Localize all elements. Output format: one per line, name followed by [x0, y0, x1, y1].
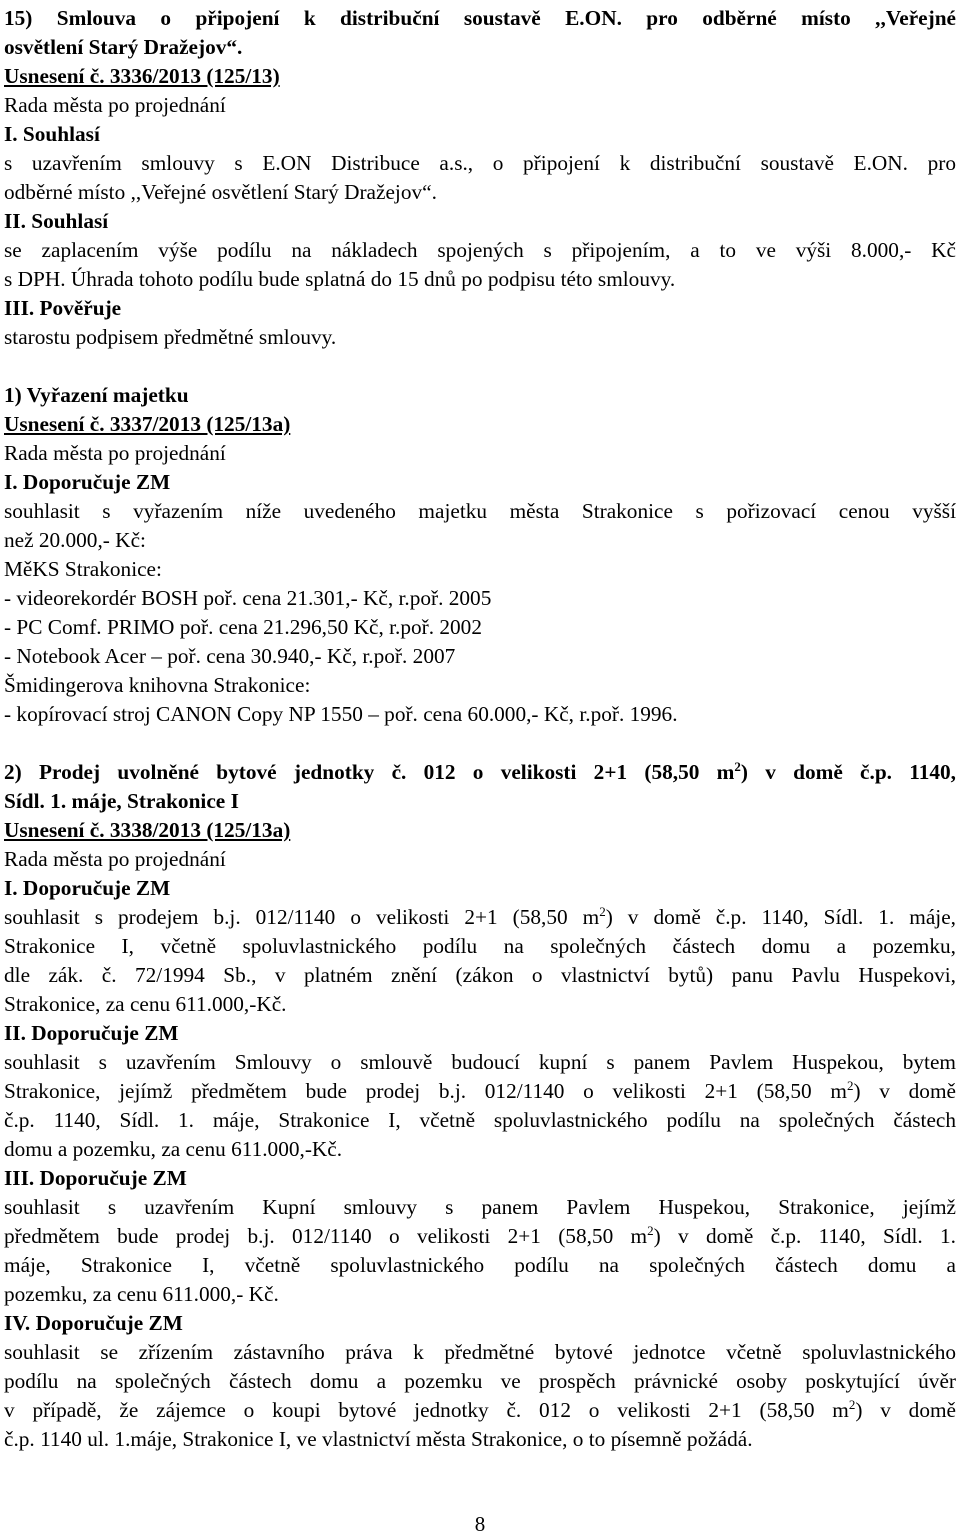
document-page [4, 4, 956, 1454]
section-1-group1: MěKS Strakonice: [4, 557, 162, 581]
section-2-p4-line2: podílu na společných částech domu a pozemku ve prospěch právnické osoby poskytující úvěr [4, 1369, 956, 1393]
section-1-p1-line2: než 20.000,- Kč: [4, 528, 146, 552]
section-15-title-line1: 15) Smlouva o připojení k distribuční soustavě E.ON. pro odběrné místo ,,Veřejné [4, 6, 956, 30]
section-2-p3-head: III. Doporučuje ZM [4, 1166, 187, 1190]
section-2-p1-line2: Strakonice I, včetně spoluvlastnického podílu na společných částech domu a pozemku, [4, 934, 956, 958]
section-15-p3-line1: starostu podpisem předmětné smlouvy. [4, 325, 337, 349]
spacer [4, 352, 956, 381]
section-15-council: Rada města po projednání [4, 93, 226, 117]
section-1-p1-line1: souhlasit s vyřazením níže uvedeného majetku města Strakonice s pořizovací cenou vyšší [4, 499, 956, 523]
section-15-resolution: Usnesení č. 3336/2013 (125/13) [4, 64, 280, 88]
section-15-title-line2: osvětlení Starý Dražejov“. [4, 35, 243, 59]
section-2-p4-line4: č.p. 1140 ul. 1.máje, Strakonice I, ve vlastnictví města Strakonice, o to písemně požádá. [4, 1427, 753, 1451]
asset-list-item: - PC Comf. PRIMO poř. cena 21.296,50 Kč, r.poř. 2002 [4, 615, 482, 639]
section-2-p3-line3: máje, Strakonice I, včetně spoluvlastnického podílu na společných částech domu a [4, 1253, 956, 1277]
section-15-p2-line2: s DPH. Úhrada tohoto podílu bude splatná do 15 dnů po podpisu této smlouvy. [4, 267, 676, 291]
section-2-p2-head: II. Doporučuje ZM [4, 1021, 179, 1045]
asset-list-item: - kopírovací stroj CANON Copy NP 1550 – poř. cena 60.000,- Kč, r.poř. 1996. [4, 702, 678, 726]
asset-list-item: - Notebook Acer – poř. cena 30.940,- Kč, r.poř. 2007 [4, 644, 456, 668]
section-15-p1-head: I. Souhlasí [4, 122, 100, 146]
section-2-p2-line3: č.p. 1140, Sídl. 1. máje, Strakonice I, včetně spoluvlastnického podílu na společných částech [4, 1108, 956, 1132]
section-1-p1-head: I. Doporučuje ZM [4, 470, 171, 494]
spacer [4, 729, 956, 758]
section-2-p4-head: IV. Doporučuje ZM [4, 1311, 183, 1335]
section-2-title-line1: 2) Prodej uvolněné bytové jednotky č. 012 o velikosti 2+1 (58,50 $m^2$) v domě č.p. 1140, [4, 759, 956, 784]
section-2-p2-line1: souhlasit s uzavřením Smlouvy o smlouvě budoucí kupní s panem Pavlem Huspekou, bytem [4, 1050, 956, 1074]
page-number: 8 [474, 1512, 486, 1536]
section-2-title-line2: Sídl. 1. máje, Strakonice I [4, 789, 239, 813]
section-2-p2-line4: domu a pozemku, za cenu 611.000,-Kč. [4, 1137, 343, 1161]
section-1-resolution: Usnesení č. 3337/2013 (125/13a) [4, 412, 291, 436]
section-2-p3-line4: pozemku, za cenu 611.000,- Kč. [4, 1282, 279, 1306]
section-2-p3-line1: souhlasit s uzavřením Kupní smlouvy s panem Pavlem Huspekou, Strakonice, jejímž [4, 1195, 956, 1219]
section-2-p1-line1: souhlasit s prodejem b.j. 012/1140 o velikosti 2+1 (58,50 $m^2$) v domě č.p. 1140, Sídl. 1. máje, [4, 904, 956, 929]
section-15-p3-head: III. Pověřuje [4, 296, 122, 320]
section-2-p1-line4: Strakonice, za cenu 611.000,-Kč. [4, 992, 287, 1016]
section-1-group2: Šmidingerova knihovna Strakonice: [4, 673, 311, 697]
section-2-p3-line2: předmětem bude prodej b.j. 012/1140 o velikosti 2+1 (58,50 $m^2$) v domě č.p. 1140, Sídl. 1. [4, 1223, 956, 1248]
section-15-p1-line2: odběrné místo ,,Veřejné osvětlení Starý Dražejov“. [4, 180, 437, 204]
section-2-p4-line1: souhlasit se zřízením zástavního práva k předmětné bytové jednotce včetně spoluvlastnického [4, 1340, 956, 1364]
asset-list-item: - videorekordér BOSH poř. cena 21.301,- Kč, r.poř. 2005 [4, 586, 492, 610]
section-15-p1-line1: s uzavřením smlouvy s E.ON Distribuce a.s., o připojení k distribuční soustavě E.ON. pro [4, 151, 956, 175]
section-1-council: Rada města po projednání [4, 441, 226, 465]
section-2-resolution: Usnesení č. 3338/2013 (125/13a) [4, 818, 291, 842]
section-15-p2-head: II. Souhlasí [4, 209, 109, 233]
section-1-title: 1) Vyřazení majetku [4, 383, 189, 407]
section-2-council: Rada města po projednání [4, 847, 226, 871]
section-2-p1-line3: dle zák. č. 72/1994 Sb., v platném znění (zákon o vlastnictví bytů) panu Pavlu Huspekovi, [4, 963, 956, 987]
section-2-p2-line2: Strakonice, jejímž předmětem bude prodej b.j. 012/1140 o velikosti 2+1 (58,50 $m^2$) v domě [4, 1078, 956, 1103]
section-2-p1-head: I. Doporučuje ZM [4, 876, 171, 900]
section-2-p4-line3: v případě, že zájemce o koupi bytové jednotky č. 012 o velikosti 2+1 (58,50 $m^2$) v domě [4, 1397, 956, 1422]
section-15-p2-line1: se zaplacením výše podílu na nákladech spojených s připojením, a to ve výši 8.000,- Kč [4, 238, 956, 262]
